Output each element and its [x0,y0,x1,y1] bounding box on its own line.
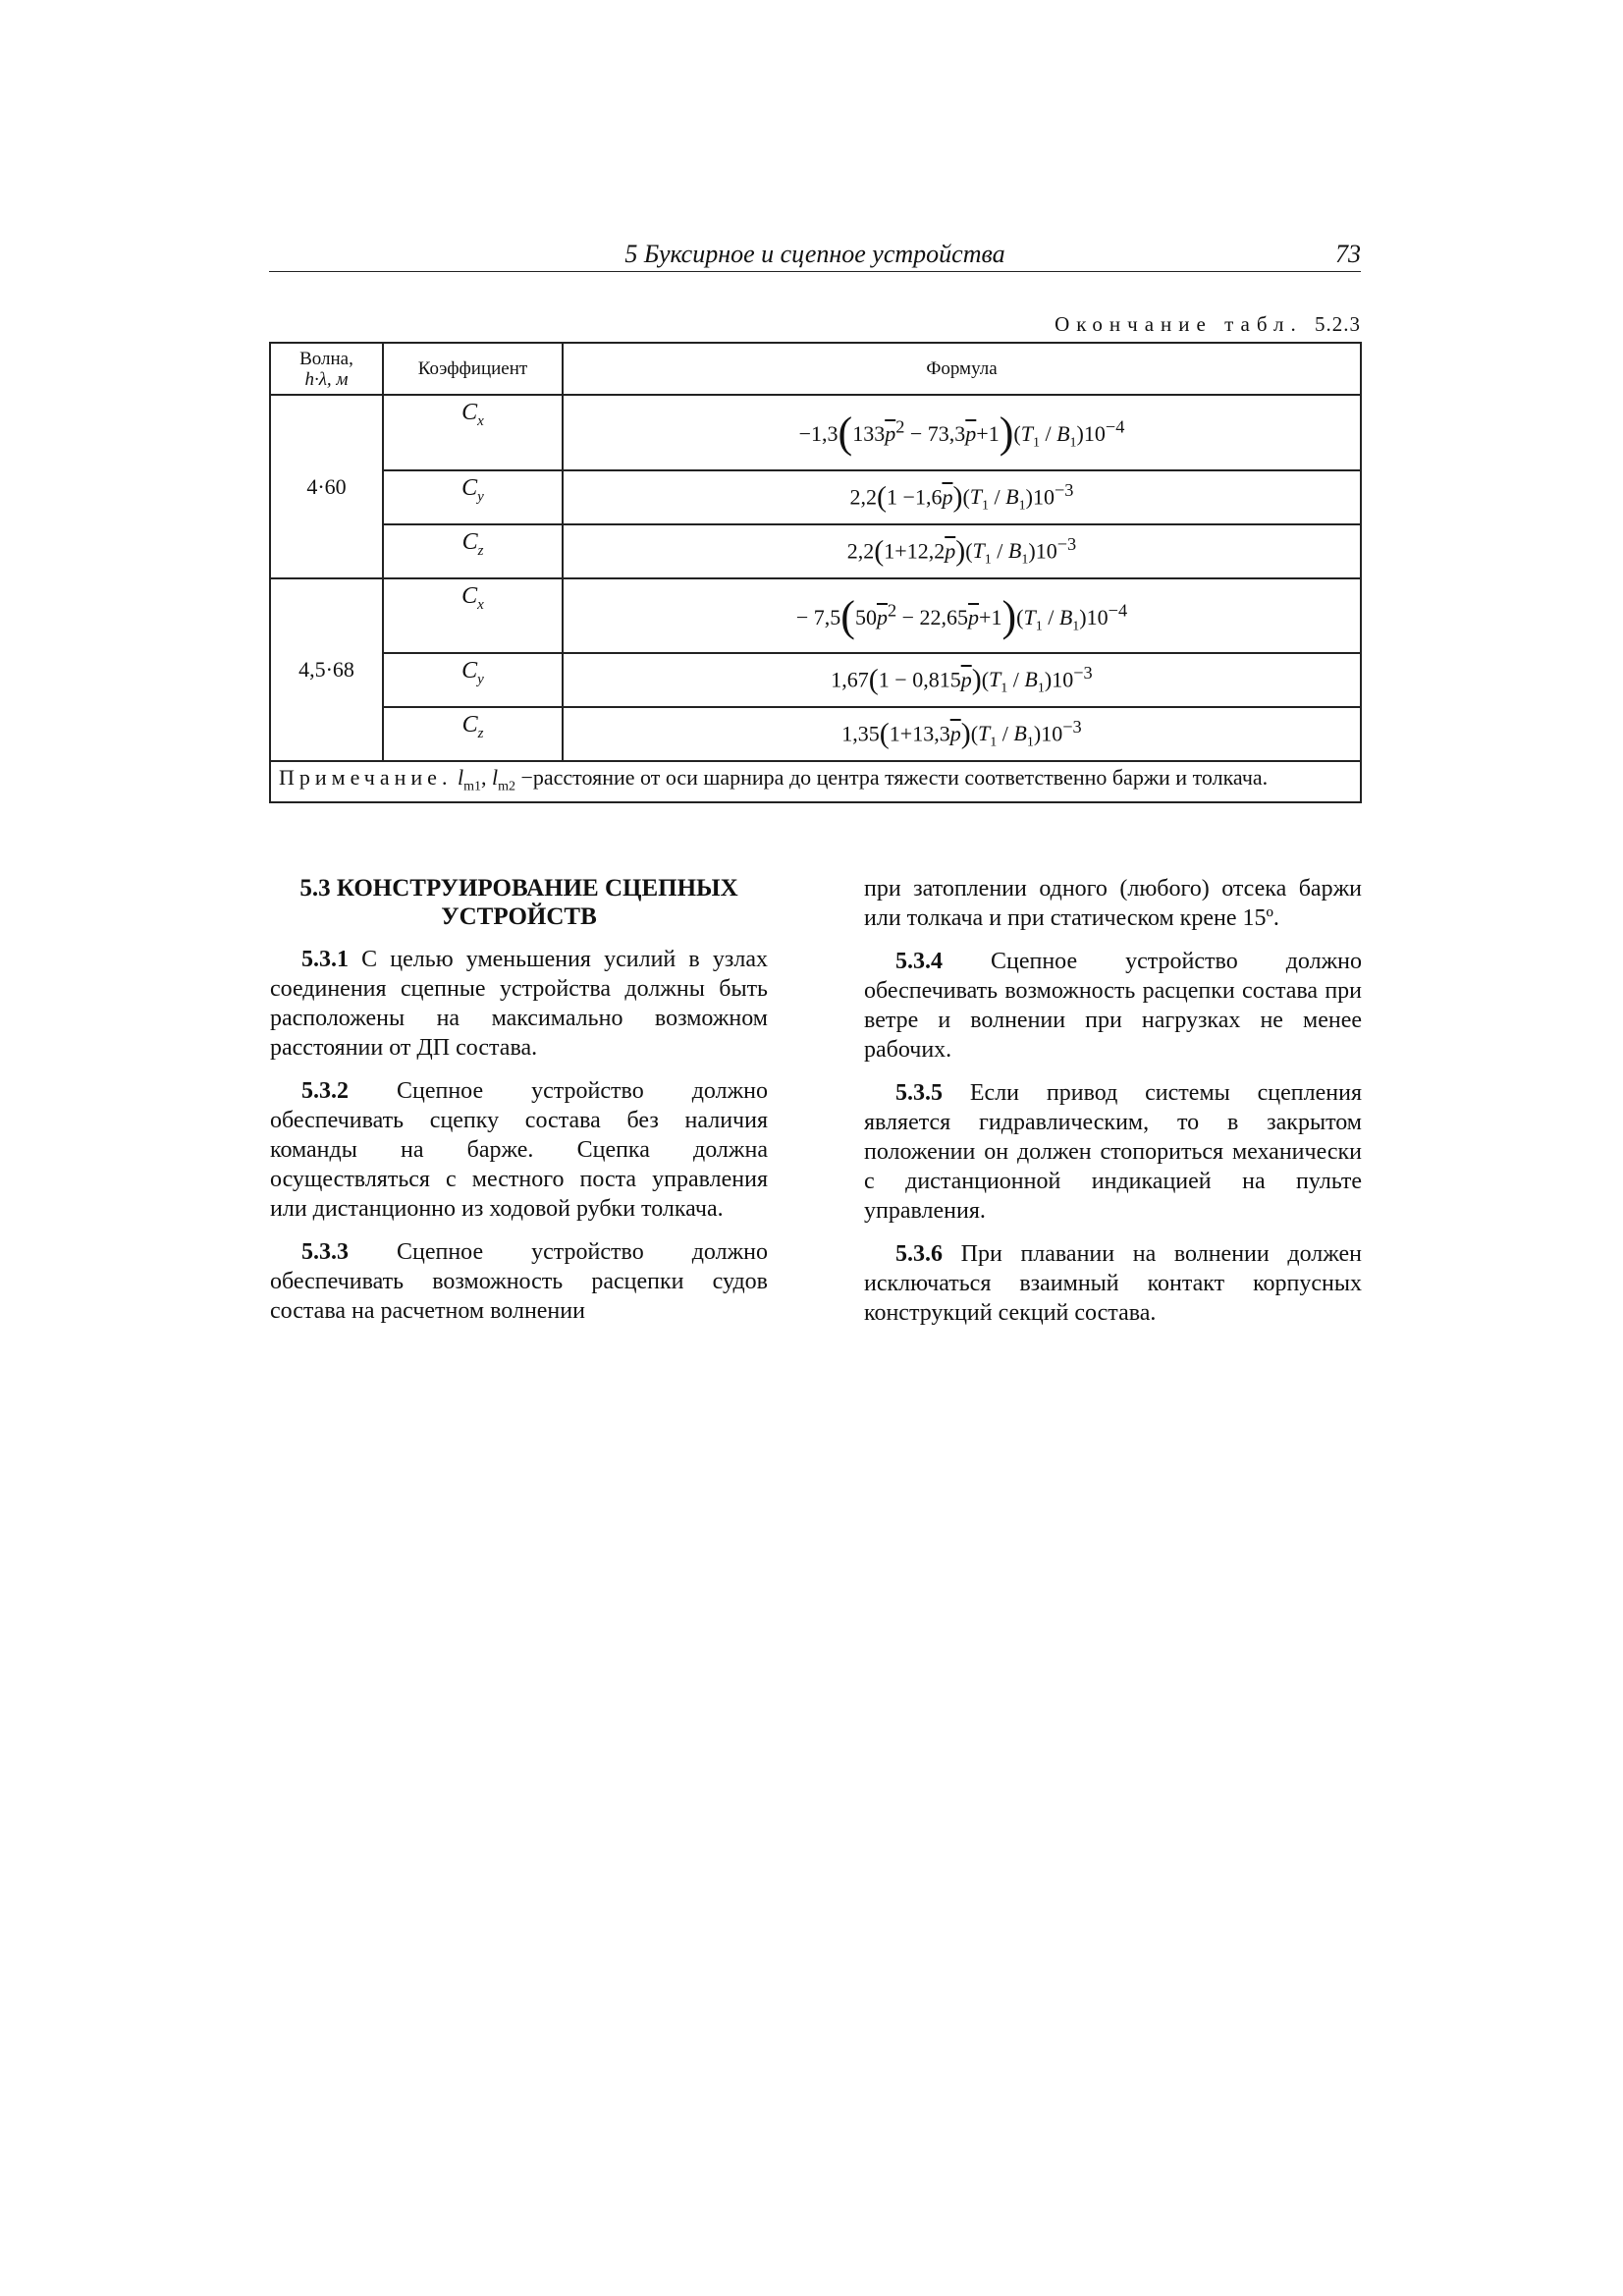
f-term: 50 [854,604,877,629]
paragraph-5-3-1 [270,945,768,1063]
b-letter: B [1056,421,1070,446]
formula-cx-2: − $7,5(50\overline{p}^2 - 22,65\overline{p}+1)(T_1 / B_1)10^{-4}$ [563,578,1361,653]
paren-open: ( [868,663,879,696]
paren-close: ) [999,409,1014,457]
header-wave-line2: h·λ, м [304,368,349,390]
paragraph-number: 5.3.1 [301,947,349,972]
f-ten: 10 [1086,604,1109,629]
coef-cx-2 [383,578,563,653]
paragraph-text: Сцепное устройство должно обеспечивать возможность расцепки судов состава на расчетном волнении [270,1239,768,1324]
coef-symbol: C [461,712,478,738]
coef-sub: y [477,488,484,505]
f-prefix: 2,2 [849,484,878,510]
f-term: 1 −1,6 [887,484,943,510]
b-sub: 1 [1072,618,1080,633]
paragraph-5-3-5 [864,1078,1362,1226]
b-sub: 1 [1037,681,1045,696]
right-column [864,874,1362,1341]
coef-cy-1 [383,470,563,524]
f-ten: 10 [1032,484,1055,510]
table-row [270,653,1361,707]
f-power: −3 [1054,480,1074,501]
f-square: 2 [887,600,897,621]
paragraph-number: 5.3.4 [895,949,943,974]
f-term: 133 [852,421,886,446]
f-term: +1 [979,604,1002,629]
b-symbol [1056,421,1077,451]
paragraph-5-3-3 [270,1237,768,1326]
paragraph-5-3-6 [864,1239,1362,1328]
t-sub: 1 [1032,435,1040,451]
paragraph-number: 5.3.3 [301,1239,349,1265]
b-symbol [1005,484,1026,514]
coef-cz-1 [383,524,563,578]
b-letter: B [1007,538,1022,564]
p-bar: $\overline{p}$ [960,667,972,692]
f-prefix: −1,3 [798,421,839,446]
coef-cy-2 [383,653,563,707]
f-term: − 22,65 [901,604,969,629]
formula-cx-1: $-1,3(133\overline{p}^2 - 73,3\overline{p}+1)(T_1 / B_1)10^{-4}$ [563,395,1361,470]
f-term: − 73,3 [909,421,966,446]
paragraph-text: С целью уменьшения усилий в узлах соединения сцепные устройства должны быть расположены на максимально возможном расстоянии от ДП состава. [270,947,768,1061]
paragraph-5-3-3-continued: при затоплении одного (любого) отсека баржи или толкача и при статическом крене 15º. [864,876,1362,931]
section-title: 5.3 КОНСТРУИРОВАНИЕ СЦЕПНЫХ УСТРОЙСТВ [299,875,738,930]
paragraph-text: Сцепное устройство должно обеспечивать сцепку состава без наличия команды на барже. Сцепка должна осуществляться с местного поста управления или дистанционно из ходовой рубки толкача. [270,1078,768,1222]
coef-sub: z [477,542,484,559]
p-bar: $\overline{p}$ [949,721,961,746]
b-letter: B [1005,484,1019,510]
p-bar: $\overline{p}$ [945,538,956,564]
t-symbol [989,667,1008,696]
f-term: 1 − 0,815 [878,667,961,692]
f-power: −3 [1056,534,1077,555]
paren-open: ( [877,480,888,514]
running-header [269,236,1361,272]
running-header-title: 5 Буксирное и сцепное устройства [624,240,1005,268]
p-bar: $\overline{p}$ [965,421,977,446]
note-lm2 [491,765,515,794]
lm1-sub: m1 [463,779,481,794]
t-sub: 1 [1001,681,1008,696]
t-letter: T [972,538,985,564]
f-ten: 10 [1083,421,1106,446]
paren-close: ) [952,480,963,514]
t-sub: 1 [984,552,992,568]
t-symbol [1023,604,1043,633]
f-power: −3 [1062,717,1082,738]
table-row [270,524,1361,578]
page-number: 73 [1335,240,1361,268]
b-sub: 1 [1018,498,1026,514]
p-bar: $\overline{p}$ [942,484,953,510]
coef-symbol: C [461,658,478,683]
b-letter: B [1058,604,1073,629]
t-symbol [1020,421,1040,451]
wave-cell-group1: 4·60 [270,395,383,578]
lm1-letter: l [457,765,464,790]
table-row [270,707,1361,761]
f-prefix: 1,67 [831,667,869,692]
paragraph-text: При плавании на волнении должен исключаться взаимный контакт корпусных конструкций секций состава. [864,1241,1362,1326]
table-row [270,470,1361,524]
paren-open: ( [874,534,885,568]
coefficient-table [269,342,1362,803]
paragraph-text: Сцепное устройство должно обеспечивать возможность расцепки состава при ветре и волнении при нагрузках не менее рабочих. [864,949,1362,1063]
b-sub: 1 [1026,735,1034,750]
t-sub: 1 [990,735,998,750]
formula-cy-2: $1,67(1 - 0,815\overline{p})(T_1 / B_1)10^{-3}$ [563,653,1361,707]
table-note: Примечание. $l_{m1}$, $l_{m2}$ −расстояние от оси шарнира до центра тяжести соответственно баржи и толкача. [270,761,1361,802]
f-prefix: 2,2 [846,538,875,564]
table-row [270,395,1361,470]
t-letter: T [1023,604,1036,629]
f-prefix: − 7,5 [795,604,841,629]
lm2-sub: m2 [498,779,515,794]
note-text: −расстояние от оси шарнира до центра тяжести соответственно баржи и толкача. [520,765,1269,790]
f-ten: 10 [1035,538,1057,564]
b-letter: B [1024,667,1038,692]
coef-symbol: C [461,400,478,425]
formula-cz-2: $1,35(1+13,3\overline{p})(T_1 / B_1)10^{-3}$ [563,707,1361,761]
coef-symbol: C [461,529,478,555]
t-sub: 1 [982,498,990,514]
b-symbol [1007,538,1029,568]
coef-sub: z [477,725,484,741]
f-term: 1+12,2 [884,538,946,564]
note-lm1 [457,765,481,794]
b-sub: 1 [1069,435,1077,451]
paragraph-number: 5.3.5 [895,1080,943,1106]
left-column [270,874,768,1339]
b-symbol [1024,667,1045,696]
paren-close: ) [971,663,982,696]
lm2-letter: l [491,765,499,790]
f-prefix: 1,35 [841,721,880,746]
table-note-row [270,761,1361,802]
coef-sub: x [477,412,484,429]
header-wave [270,343,383,395]
b-symbol [1058,604,1080,633]
p-bar: $\overline{p}$ [885,421,896,446]
paragraph-5-3-2 [270,1076,768,1224]
paren-open: ( [840,591,855,640]
table-caption [1055,312,1361,337]
f-power: −4 [1108,600,1128,621]
note-label: Примечание. [279,765,453,790]
t-letter: T [989,667,1001,692]
wave-cell-group2: 4,5·68 [270,578,383,761]
formula-cz-1: $2,2(1+12,2\overline{p})(T_1 / B_1)10^{-3}$ [563,524,1361,578]
coef-symbol: C [461,475,478,501]
b-symbol [1013,721,1034,750]
paren-close: ) [960,717,971,750]
t-sub: 1 [1035,618,1043,633]
p-bar: $\overline{p}$ [968,604,980,629]
paren-close: ) [1001,591,1017,640]
coef-symbol: C [461,583,478,609]
table-row [270,578,1361,653]
t-letter: T [1020,421,1033,446]
f-square: 2 [895,416,905,437]
coef-sub: y [477,671,484,687]
f-power: −3 [1073,663,1093,683]
f-ten: 10 [1041,721,1063,746]
header-wave-line1: Волна, [299,348,353,369]
f-power: −4 [1105,416,1125,437]
b-letter: B [1013,721,1027,746]
paren-open: ( [838,409,853,457]
header-coefficient: Коэффициент [383,343,563,395]
table-caption-number: 5.2.3 [1315,312,1361,336]
t-symbol [972,538,992,568]
f-term: 1+13,3 [889,721,950,746]
paragraph-text: Если привод системы сцепления является гидравлическим, то в закрытом положении он должен стопориться механически с дистанционной индикацией на пульте управления. [864,1080,1362,1224]
paragraph-number: 5.3.6 [895,1241,943,1267]
b-sub: 1 [1021,552,1029,568]
coef-cx-1 [383,395,563,470]
paragraph-5-3-4 [864,947,1362,1065]
t-symbol [969,484,990,514]
coef-sub: x [477,596,484,613]
header-formula: Формула [563,343,1361,395]
f-term: +1 [976,421,1000,446]
t-letter: T [978,721,991,746]
t-letter: T [969,484,983,510]
t-symbol [978,721,998,750]
paragraph-number: 5.3.2 [301,1078,349,1104]
p-bar: $\overline{p}$ [876,604,888,629]
paren-open: ( [879,717,890,750]
table-header-row [270,343,1361,395]
formula-cy-1: $2,2(1 -1,6\overline{p})(T_1 / B_1)10^{-3}$ [563,470,1361,524]
table-caption-text: Окончание табл. [1055,312,1303,336]
coef-cz-2 [383,707,563,761]
f-ten: 10 [1052,667,1074,692]
paren-close: ) [955,534,966,568]
